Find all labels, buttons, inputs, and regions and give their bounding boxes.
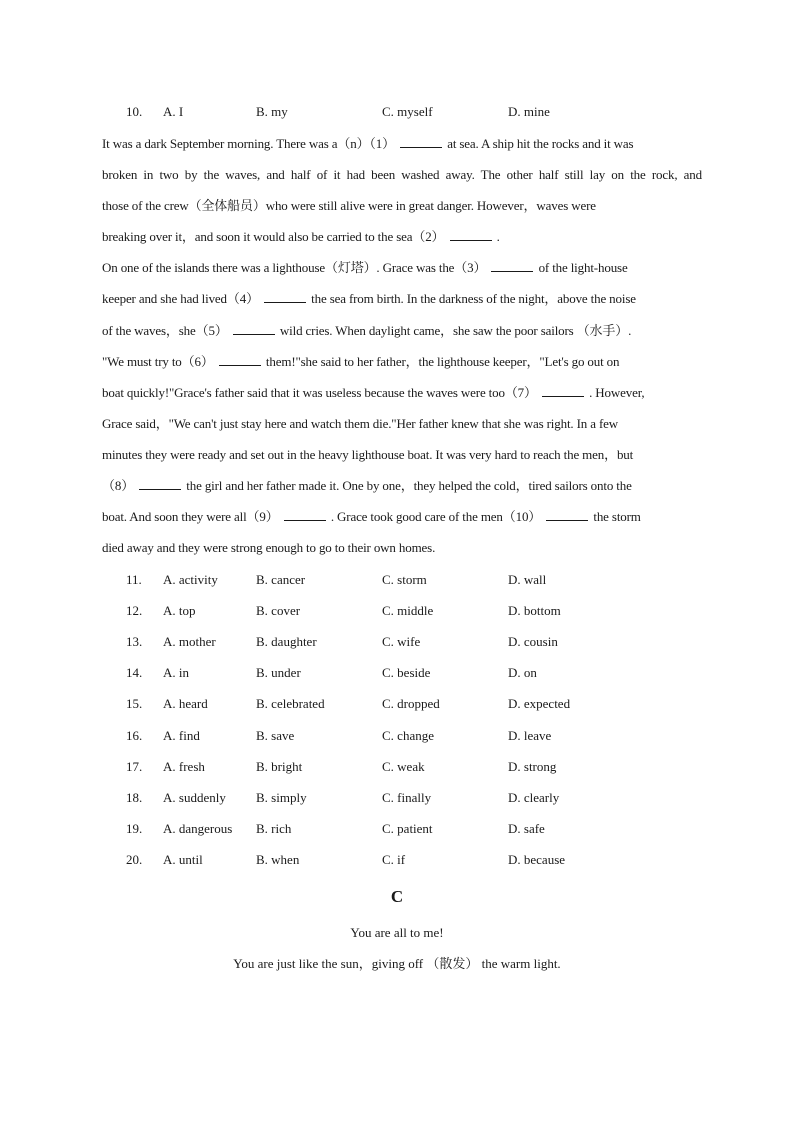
section-c-line: You are just like the sun，giving off （散发） the warm light. xyxy=(233,956,561,971)
option-c: C. change xyxy=(382,728,434,743)
option-d: D. strong xyxy=(508,759,557,774)
question-number: 17. xyxy=(126,759,143,774)
passage-line: Grace said，"We can't just stay here and watch them die."Her father knew that she was right. In a few xyxy=(102,415,618,431)
answer-blank-6 xyxy=(219,353,261,366)
passage-line: those of the crew（全体船员）who were still alive were in great danger. However，waves were xyxy=(102,198,596,214)
passage-line: minutes they were ready and set out in the heavy lighthouse boat. It was very hard to reach the men，but xyxy=(102,446,634,462)
passage-line: On one of the islands there was a lighthouse（灯塔）. Grace was the（3） of the light-house xyxy=(102,260,628,276)
option-a: A. top xyxy=(163,603,196,618)
answer-blank-2 xyxy=(450,228,492,241)
option-d: D. mine xyxy=(508,104,550,119)
option-b: B. cover xyxy=(256,603,301,618)
passage-line: keeper and she had lived（4） the sea from birth. In the darkness of the night，above the noise xyxy=(102,291,636,307)
option-a: A. suddenly xyxy=(163,790,226,805)
option-a: A. activity xyxy=(163,572,218,587)
question-number: 16. xyxy=(126,728,143,743)
answer-blank-4 xyxy=(264,290,306,303)
option-c: C. storm xyxy=(382,572,427,587)
option-b: B. under xyxy=(256,665,301,680)
option-b: B. rich xyxy=(256,821,292,836)
answer-blank-3 xyxy=(491,259,533,272)
question-number: 18. xyxy=(126,790,143,805)
option-a: A. heard xyxy=(163,696,208,711)
question-number: 13. xyxy=(126,634,143,649)
option-c: C. myself xyxy=(382,104,433,119)
option-d: D. safe xyxy=(508,821,545,836)
option-d: D. leave xyxy=(508,728,552,743)
option-b: B. simply xyxy=(256,790,307,805)
passage-line: "We must try to（6） them!"she said to her father，the lighthouse keeper，"Let's go out on xyxy=(102,353,620,369)
question-number: 14. xyxy=(126,665,143,680)
passage-line: breaking over it，and soon it would also be carried to the sea（2） . xyxy=(102,229,500,245)
option-d: D. clearly xyxy=(508,790,560,805)
option-b: B. daughter xyxy=(256,634,317,649)
option-c: C. dropped xyxy=(382,696,440,711)
option-d: D. on xyxy=(508,665,537,680)
passage-line: of the waves，she（5） wild cries. When daylight came，she saw the poor sailors （水手）. xyxy=(102,322,632,338)
question-number: 10. xyxy=(126,104,143,119)
option-a: A. fresh xyxy=(163,759,205,774)
option-c: C. wife xyxy=(382,634,421,649)
passage-line: died away and they were strong enough to go to their own homes. xyxy=(102,540,436,556)
option-a: A. find xyxy=(163,728,200,743)
answer-blank-1 xyxy=(400,135,442,148)
option-a: A. I xyxy=(163,104,184,119)
option-a: A. in xyxy=(163,665,189,680)
option-c: C. beside xyxy=(382,665,431,680)
option-d: D. bottom xyxy=(508,603,561,618)
option-b: B. cancer xyxy=(256,572,306,587)
option-c: C. middle xyxy=(382,603,434,618)
option-c: C. if xyxy=(382,852,406,867)
answer-blank-7 xyxy=(542,384,584,397)
passage-line: boat quickly!"Grace's father said that it was useless because the waves were too（7） . However, xyxy=(102,384,645,400)
option-a: A. dangerous xyxy=(163,821,233,836)
cloze-passage xyxy=(102,128,702,563)
option-a: A. mother xyxy=(163,634,216,649)
answer-blank-8 xyxy=(139,477,181,490)
option-c: C. finally xyxy=(382,790,432,805)
section-heading: C xyxy=(390,887,404,906)
option-d: D. expected xyxy=(508,696,571,711)
passage-line: （8） the girl and her father made it. One by one，they helped the cold，tired sailors onto the xyxy=(102,478,632,494)
answer-blank-10 xyxy=(546,508,588,521)
option-b: B. my xyxy=(256,104,288,119)
option-b: B. save xyxy=(256,728,295,743)
option-d: D. cousin xyxy=(508,634,558,649)
option-c: C. patient xyxy=(382,821,433,836)
option-a: A. until xyxy=(163,852,203,867)
option-b: B. celebrated xyxy=(256,696,325,711)
question-number: 15. xyxy=(126,696,143,711)
section-c-line: You are all to me! xyxy=(350,925,444,940)
option-d: D. wall xyxy=(508,572,547,587)
question-number: 20. xyxy=(126,852,143,867)
option-b: B. when xyxy=(256,852,300,867)
question-number: 19. xyxy=(126,821,143,836)
question-number: 12. xyxy=(126,603,143,618)
passage-line: It was a dark September morning. There was a（n）（1） at sea. A ship hit the rocks and it was xyxy=(102,136,634,151)
option-b: B. bright xyxy=(256,759,303,774)
question-number: 11. xyxy=(126,572,142,587)
answer-blank-9 xyxy=(284,508,326,521)
option-c: C. weak xyxy=(382,759,425,774)
passage-line: broken in two by the waves, and half of it had been washed away. The other half still lay on the rock, and xyxy=(102,167,702,183)
answer-blank-5 xyxy=(233,322,275,335)
option-d: D. because xyxy=(508,852,566,867)
passage-line: boat. And soon they were all（9） . Grace took good care of the men（10） the storm xyxy=(102,509,641,525)
